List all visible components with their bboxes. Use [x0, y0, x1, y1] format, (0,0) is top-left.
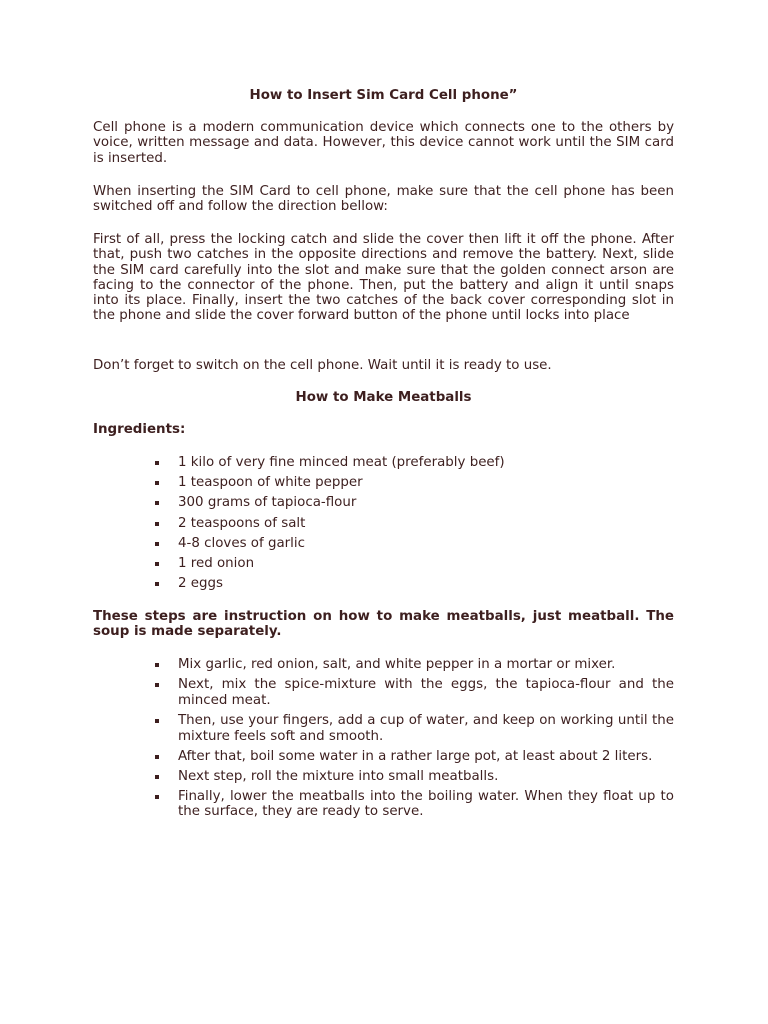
- list-item: [155, 749, 674, 765]
- ingredients-list: [155, 455, 674, 596]
- ingredient-text: 300 grams of tapioca-flour: [178, 495, 357, 511]
- square-bullet-icon: [155, 755, 159, 759]
- square-bullet-icon: [155, 461, 159, 465]
- ingredient-text: 2 eggs: [178, 576, 223, 592]
- ingredient-text: 1 teaspoon of white pepper: [178, 475, 363, 491]
- square-bullet-icon: [155, 481, 159, 485]
- list-item: [155, 475, 674, 491]
- list-item: [155, 556, 674, 572]
- ingredient-text: 1 kilo of very fine minced meat (preferably beef): [178, 455, 505, 470]
- square-bullet-icon: [155, 683, 159, 687]
- reminder-paragraph: Don’t forget to switch on the cell phone. Wait until it is ready to use.: [93, 358, 552, 373]
- step-text: Next, mix the spice-mixture with the eggs, the tapioca-flour and the minced meat.: [178, 676, 674, 708]
- square-bullet-icon: [155, 795, 159, 799]
- ingredients-label: Ingredients:: [93, 422, 186, 437]
- intro-paragraph: Cell phone is a modern communication device which connects one to the others by voice, written message and data. However, this device cannot work until the SIM card is inserted.: [93, 120, 674, 166]
- steps-intro: These steps are instruction on how to make meatballs, just meatball. The soup is made separately.: [93, 609, 674, 640]
- list-item: [155, 789, 674, 821]
- preparation-paragraph: When inserting the SIM Card to cell phone, make sure that the cell phone has been switched off and follow the direction bellow:: [93, 184, 674, 215]
- step-text: Next step, roll the mixture into small meatballs.: [178, 768, 499, 784]
- square-bullet-icon: [155, 719, 159, 723]
- ingredient-text: 4-8 cloves of garlic: [178, 535, 305, 551]
- list-item: [155, 657, 674, 673]
- square-bullet-icon: [155, 775, 159, 779]
- step-text: Mix garlic, red onion, salt, and white pepper in a mortar or mixer.: [178, 657, 616, 672]
- list-item: [155, 516, 674, 532]
- meatballs-title: How to Make Meatballs: [295, 390, 472, 405]
- ingredient-text: 2 teaspoons of salt: [178, 515, 306, 531]
- list-item: [155, 677, 674, 709]
- list-item: [155, 769, 674, 785]
- step-text: After that, boil some water in a rather large pot, at least about 2 liters.: [178, 748, 653, 764]
- ingredient-text: 1 red onion: [178, 555, 255, 571]
- square-bullet-icon: [155, 522, 159, 526]
- sim-card-title: How to Insert Sim Card Cell phone”: [249, 88, 518, 103]
- steps-list: [155, 657, 674, 824]
- instructions-paragraph: First of all, press the locking catch and slide the cover then lift it off the phone. After that, push two catches in the opposite directions and remove the battery. Next, slide the SIM card carefully into the slot and make sure that the golden connect arson are facing to the connector of the phone. Then, put the battery and align it until snaps into its place. Finally, insert the two catches of the back cover corresponding slot in the phone and slide the cover forward button of the phone until locks into place: [93, 232, 674, 324]
- list-item: [155, 576, 674, 592]
- list-item: [155, 536, 674, 552]
- step-text: Then, use your fingers, add a cup of water, and keep on working until the mixture feels soft and smooth.: [178, 712, 674, 744]
- square-bullet-icon: [155, 542, 159, 546]
- list-item: [155, 713, 674, 745]
- list-item: [155, 455, 674, 471]
- step-text: Finally, lower the meatballs into the boiling water. When they float up to the surface, they are ready to serve.: [178, 788, 674, 820]
- square-bullet-icon: [155, 582, 159, 586]
- square-bullet-icon: [155, 663, 159, 667]
- square-bullet-icon: [155, 562, 159, 566]
- square-bullet-icon: [155, 501, 159, 505]
- list-item: [155, 495, 674, 511]
